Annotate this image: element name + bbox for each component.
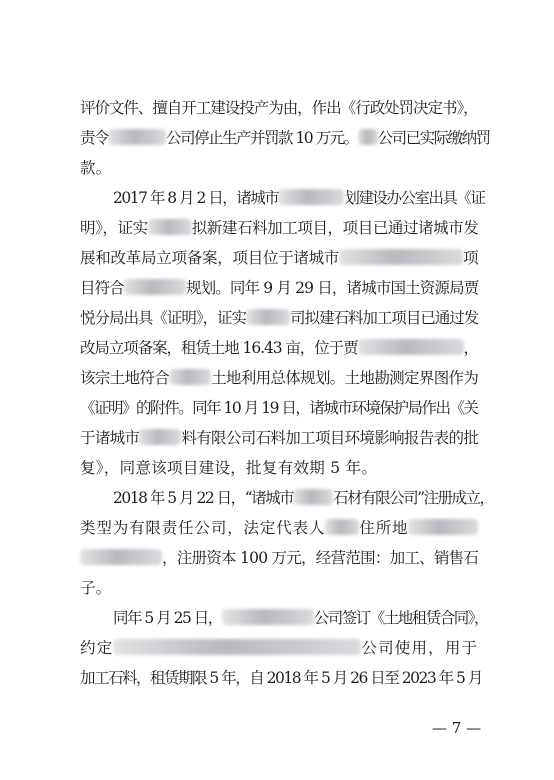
text-line [80,428,478,448]
text-line [80,638,478,658]
text-line [80,128,490,148]
text-line [80,158,112,178]
text-segment: 责令 [80,129,109,147]
text-segment: 2017 年 8 月 2 日，诸城市 [113,189,279,207]
text-line [113,608,488,628]
text-segment: ，注册资本 100 万元，经营范围：加工、销售石 [162,549,479,567]
redaction-blur [278,189,344,205]
text-segment: 于诸城市 [80,429,140,447]
text-segment: 司拟建石料加工项目已通过发 [290,309,479,327]
text-segment: 公司签订《土地租赁合同》， [313,609,489,627]
redaction-blur [113,639,361,655]
text-segment: 改局立项备案，租赁土地 16.43 亩，位于贾 [80,339,358,357]
text-segment: 评价文件、擅自开工建设投产为由，作出《行政处罚决定书》， [80,99,478,117]
text-line [113,488,494,508]
text-segment: 石材有限公司”注册成立， [333,489,494,507]
redaction-blur [108,129,166,145]
text-segment: 土地利用总体规划。土地勘测定界图作为 [211,369,479,387]
redaction-blur [246,309,290,325]
text-segment: 加工石料，租赁期限 5 年，自 2018 年 5 月 26 日至 2023 年 5 月 [80,669,482,687]
text-segment: 2018 年 5 月 22 日，“诸城市 [113,489,294,507]
text-segment: 复》，同意该项目建设，批复有效期 5 年。 [80,459,378,477]
text-segment: 悦分局出具《证明》，证实 [80,309,247,327]
text-segment: 划建设办公室出具《证 [344,189,485,207]
redaction-blur [148,219,192,235]
text-segment: 项 [463,249,479,267]
text-segment: ， [463,339,478,357]
text-line [80,218,478,238]
text-segment: 类型为有限责任公司，法定代表人 [80,519,326,537]
text-segment: 明》，证实 [80,219,148,237]
text-segment: 子。 [80,579,112,597]
text-line [80,248,478,268]
redaction-blur [169,369,211,385]
text-segment: 规划。同年 9 月 29 日，诸城市国土资源局贾 [185,279,479,297]
text-segment: 《证明》的附件。同年 10 月 19 日，诸城市环境保护局作出《关 [80,399,478,417]
redaction-blur [339,249,463,265]
redaction-blur [325,519,359,535]
redaction-blur [408,519,478,535]
text-line [80,548,478,568]
text-line [80,458,377,478]
text-line [80,338,478,358]
redaction-blur [358,339,464,355]
redaction-blur [80,549,162,565]
text-segment: 同年 5 月 25 日， [113,609,222,627]
text-line [80,368,478,388]
redaction-blur [358,129,378,145]
text-segment: 公司使用，用于 [361,639,479,657]
redaction-blur [124,279,186,295]
redaction-blur [293,489,333,505]
text-line [80,98,478,118]
text-line [80,398,478,418]
text-segment: 公司已实际缴纳罚 [377,129,490,147]
page-number: — 7 — [432,719,482,737]
text-segment: 料有限公司石料加工项目环境影响报告表的批 [181,429,479,447]
text-segment: 住所地 [359,519,409,537]
text-line [113,188,484,208]
redaction-blur [222,609,314,625]
text-segment: 拟新建石料加工项目，项目已通过诸城市发 [191,219,479,237]
text-segment: 目符合 [80,279,124,297]
text-segment: 公司停止生产并罚款 10 万元。 [166,129,358,147]
text-line [80,308,478,328]
text-line [80,278,478,298]
text-segment: 展和改革局立项备案，项目位于诸城市 [80,249,340,267]
redaction-blur [139,429,181,445]
text-segment: 款。 [80,159,112,177]
text-segment: 约定 [80,639,114,657]
text-line [80,518,478,538]
text-line [80,668,482,688]
text-line [80,578,112,598]
text-segment: 该宗土地符合 [80,369,170,387]
